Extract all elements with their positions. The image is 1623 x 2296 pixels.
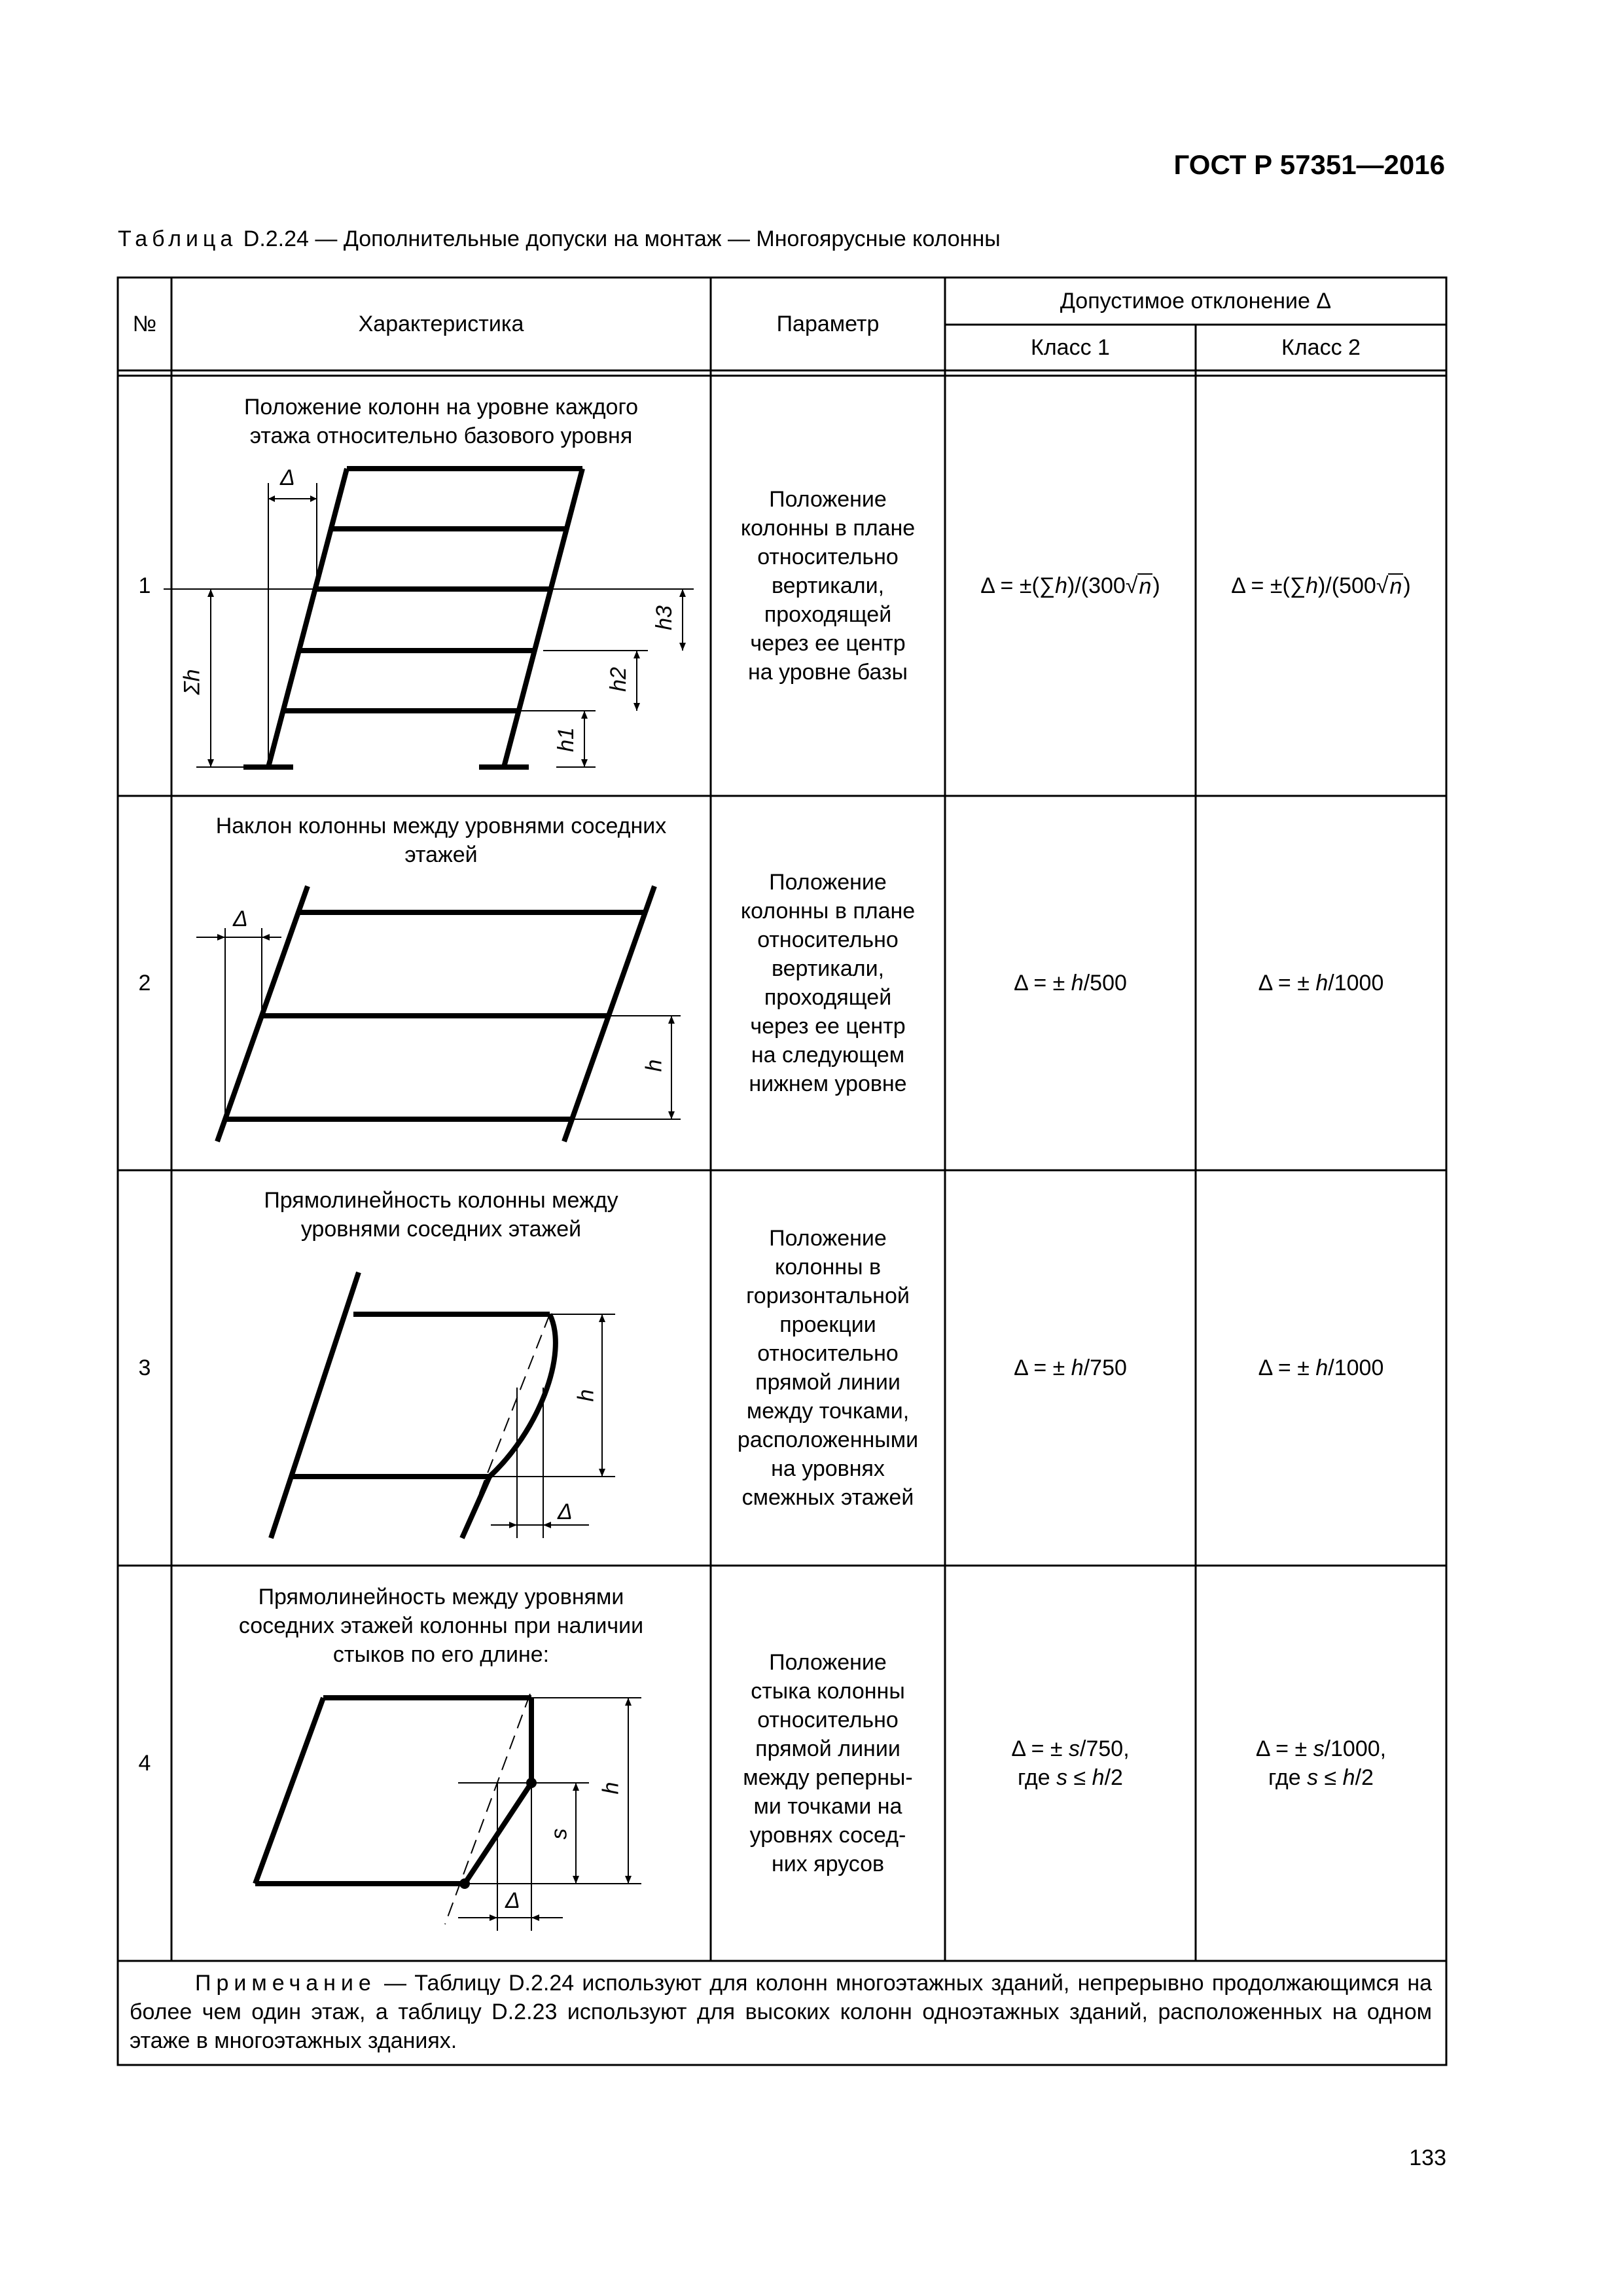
fig1-sum-h-label: Σh: [179, 669, 205, 695]
header-class-1: Класс 1: [1031, 335, 1110, 360]
row-3-class-2-formula: Δ = ± h /1000: [1258, 1355, 1384, 1380]
row-1-class-2-formula: Δ = ±(∑ h )/(500 √ n ): [1231, 573, 1411, 599]
note-text: — Таблицу D.2.24 используют для колонн многоэтажных зданий, непрерывно продолжающимся на более чем один этаж, а таблицу D.2.23 используют для высоких колонн одноэтажных зданий, расположенных на одном этаже в многоэтажных зданиях.: [130, 1971, 1432, 2053]
fig3-delta-label: Δ: [558, 1499, 573, 1524]
caption-text: D.2.24 — Дополнительные допуски на монтаж — Многоярусные колонны: [237, 226, 1001, 251]
figure-4-column-splice: [255, 1694, 641, 1931]
fig3-h-label: h: [573, 1389, 599, 1402]
caption-word: Таблица: [118, 226, 238, 251]
fig4-delta-label: Δ: [505, 1888, 520, 1913]
row-1-parameter: Положение колонны в плане относительно вертикали, проходящей через ее центр на уровне базы: [740, 487, 916, 685]
fig1-h2-label: h2: [605, 667, 631, 692]
figure-2-column-tilt: [196, 886, 681, 1141]
row-4-title: Прямолинейность между уровнями соседних этажей колонны при наличии стыков по его длине:: [238, 1585, 644, 1667]
header-characteristic: Характеристика: [358, 312, 524, 336]
row-3-title: Прямолинейность колонны между уровнями соседних этажей: [264, 1188, 618, 1242]
header-class-2: Класс 2: [1281, 335, 1361, 360]
page-number: 133: [1409, 2145, 1446, 2170]
row-4-number: 4: [138, 1751, 151, 1776]
row-2-class-1-formula: Δ = ± h /500: [1014, 971, 1127, 996]
row-4-class-2-formula: Δ = ± s/1000, где s ≤ h/2: [1255, 1736, 1387, 1790]
row-2-parameter: Положение колонны в плане относительно вертикали, проходящей через ее центр на следующем нижнем уровне: [740, 870, 916, 1096]
fig1-h1-label: h1: [553, 727, 579, 752]
row-1-number: 1: [138, 573, 151, 598]
fig1-delta-label: Δ: [280, 465, 295, 490]
fig1-h3-label: h3: [651, 605, 677, 630]
row-2-class-2-formula: Δ = ± h /1000: [1258, 971, 1384, 996]
header-number: №: [132, 312, 157, 336]
document-code: ГОСТ Р 57351—2016: [1173, 149, 1445, 180]
row-3-class-1-formula: Δ = ± h /750: [1014, 1355, 1127, 1380]
row-1-title: Положение колонн на уровне каждого этажа относительно базового уровня: [243, 395, 639, 448]
row-3-parameter: Положение колонны в горизонтальной проекции относительно прямой линии между точками, расположенными на уровнях смежных этажей: [737, 1226, 919, 1510]
row-4-class-1-formula: Δ = ± s/750, где s ≤ h/2: [1011, 1736, 1130, 1790]
fig2-h-label: h: [641, 1059, 667, 1072]
table-note: [130, 1969, 1432, 2055]
figure-1-multistory-frame: [164, 469, 694, 767]
row-3-number: 3: [138, 1355, 151, 1380]
row-2-title: Наклон колонны между уровнями соседних этажей: [215, 814, 667, 867]
fig4-h-label: h: [598, 1782, 624, 1795]
row-1-class-1-formula: Δ = ±(∑ h )/(300 √ n ): [980, 573, 1160, 599]
note-word: Примечание: [195, 1971, 376, 1996]
header-parameter: Параметр: [776, 312, 880, 336]
header-allowed-deviation: Допустимое отклонение Δ: [1060, 289, 1332, 314]
fig4-s-label: s: [546, 1828, 572, 1840]
fig2-delta-label: Δ: [233, 906, 248, 931]
row-4-parameter: Положение стыка колонны относительно прямой линии между реперны- ми точками на уровнях сосед- них ярусов: [743, 1650, 913, 1876]
row-2-number: 2: [138, 971, 151, 996]
